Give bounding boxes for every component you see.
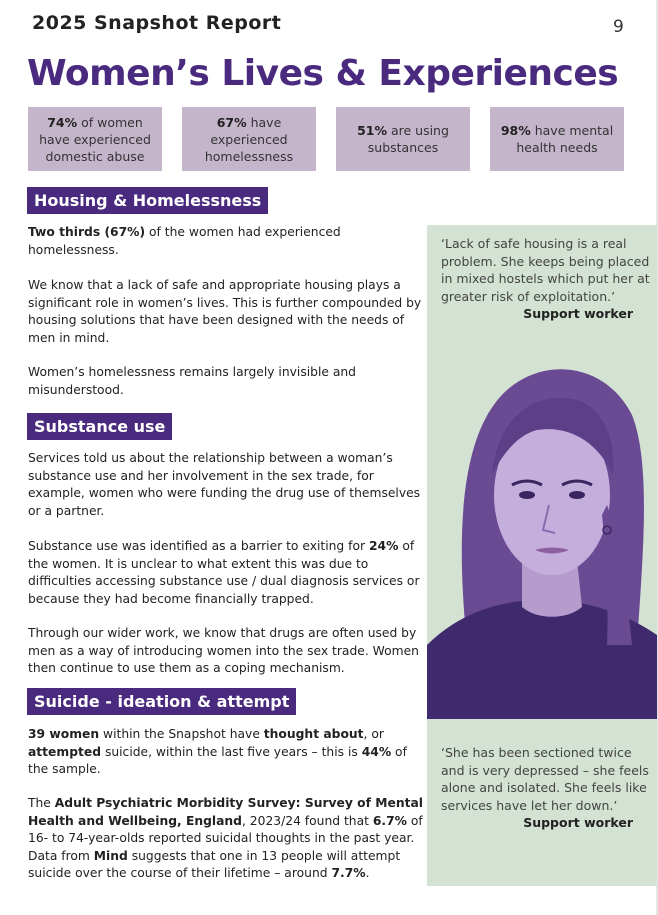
paragraph — [28, 224, 424, 259]
bold-text: 39 women — [28, 727, 100, 741]
bold-text: Two thirds (67%) — [28, 225, 146, 239]
body-text: of the women had experienced homelessness. — [28, 225, 341, 257]
stat-value: 98% — [500, 123, 531, 138]
stat-value: 51% — [357, 123, 387, 138]
page-number: 9 — [613, 17, 624, 37]
stat-value: 74% — [47, 114, 78, 130]
stat-box — [28, 107, 162, 171]
section-heading-housing: Housing & Homelessness — [27, 187, 268, 214]
section-heading-substance: Substance use — [27, 413, 172, 440]
bold-text: attempted — [28, 744, 102, 759]
stat-text: are using substances — [367, 123, 449, 155]
stats-row — [28, 107, 624, 171]
body-text: Women’s homelessness remains largely invisible and misunderstood. — [28, 365, 356, 397]
body-text: of the sample. — [28, 744, 407, 777]
body-text: We know that a lack of safe and appropriate housing plays a significant role in women’s lives. This is further compounded by housing solutions that have been designed with the needs of men in mind. — [28, 278, 422, 345]
stat-box — [336, 107, 470, 171]
page-title: Women’s Lives & Experiences — [27, 53, 619, 94]
body-text: within the Snapshot have — [99, 727, 264, 741]
body-text: suicide, within the last five years – this is — [101, 744, 362, 759]
quote-housing — [441, 235, 651, 323]
section-heading-suicide: Suicide - ideation & attempt — [27, 688, 296, 715]
body-text: suggests that one in 13 people will attempt suicide over the course of their lifetime – around — [28, 848, 401, 881]
quote-mental-health — [441, 744, 651, 832]
quote-panel — [427, 225, 657, 886]
bold-text: 7.7% — [331, 866, 366, 881]
quote-text: ‘She has been sectioned twice and is very depressed – she feels alone and isolated. She feels like services have let her down.’ — [441, 745, 649, 813]
paragraph — [28, 450, 424, 520]
paragraph — [28, 726, 424, 779]
paragraph — [28, 538, 424, 608]
bold-text: 44% — [361, 744, 392, 759]
paragraph — [28, 795, 424, 883]
bold-text: 24% — [368, 539, 399, 553]
body-text: Through our wider work, we know that drugs are often used by men as a way of introducing women into the sex trade. Women then continue to use them as a coping mechanism. — [28, 626, 419, 676]
stat-value: 67% — [216, 114, 247, 130]
stat-box — [182, 107, 316, 171]
bold-text: Adult Psychiatric Morbidity Survey: Survey of Mental Health and Wellbeing, England — [28, 796, 423, 828]
stat-box — [490, 107, 624, 171]
bold-text: Mind — [93, 848, 128, 863]
body-text: , or — [363, 727, 384, 741]
body-text: , 2023/24 found that — [241, 813, 373, 828]
stat-text: have experienced homelessness — [204, 114, 294, 164]
paragraph — [28, 364, 424, 399]
report-title: 2025 Snapshot Report — [32, 12, 282, 34]
quote-attribution: Support worker — [523, 306, 633, 321]
stat-text: have mental health needs — [516, 123, 614, 155]
bold-text: 6.7% — [372, 813, 407, 828]
body-text: The — [28, 796, 55, 810]
paragraph — [28, 625, 424, 678]
stat-text: of women have experienced domestic abuse — [39, 114, 151, 164]
quote-attribution: Support worker — [523, 815, 633, 830]
paragraph — [28, 277, 424, 347]
bold-text: thought about — [263, 727, 364, 741]
quote-text: ‘Lack of safe housing is a real problem. She keeps being placed in mixed hostels which put her at greater risk of exploitation.’ — [441, 236, 650, 304]
body-text: . — [365, 866, 370, 881]
body-text: of 16- to 74-year-olds reported suicidal thoughts in the past year. Data from — [28, 813, 423, 863]
body-text: Substance use was identified as a barrier to exiting for — [28, 539, 369, 553]
body-text: of the women. It is unclear to what extent this was due to difficulties accessing substance use / dual diagnosis services or because they had become financially trapped. — [28, 539, 420, 606]
woman-portrait-illustration — [427, 345, 657, 719]
body-text: Services told us about the relationship between a woman’s substance use and her involvement in the sex trade, for example, women who were funding the drug use of themselves or a partner. — [28, 451, 421, 518]
